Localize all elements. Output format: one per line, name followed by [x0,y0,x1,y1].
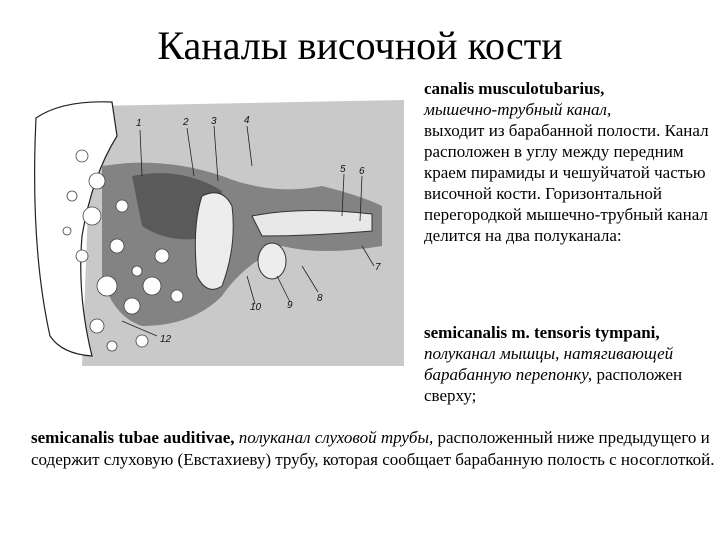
translation-musculotubarius: мышечно-трубный канал, [424,100,612,119]
translation-semicanalis-tubae: полуканал слуховой трубы, [238,428,434,447]
translation-semicanalis-tensoris: полуканал мышцы, натягивающей барабанную перепонку, [424,344,674,384]
page-title: Каналы височной кости [157,23,563,68]
svg-text:4: 4 [244,115,250,126]
paragraph-canalis-musculotubarius [424,78,714,246]
term-canalis-musculotubarius: canalis musculotubarius, [424,79,605,98]
svg-text:7: 7 [375,262,381,273]
svg-text:6: 6 [359,166,365,177]
svg-text:10: 10 [250,302,262,313]
description-semicanalis-tensoris: расположен сверху; [424,365,683,405]
svg-text:9: 9 [287,300,293,311]
svg-text:1: 1 [136,118,142,129]
paragraph-semicanalis-tensoris [424,322,714,406]
paragraph-semicanalis-tubae [31,427,716,470]
svg-text:8: 8 [317,293,323,304]
temporal-bone-diagram [22,96,404,376]
term-semicanalis-tubae: semicanalis tubae auditivae, [31,428,235,447]
description-semicanalis-tubae: расположенный ниже предыдущего и содержит слуховую (Евстахиеву) трубу, которая сообщает барабанную полость с носоглоткой. [31,428,715,469]
svg-text:5: 5 [340,164,346,175]
svg-text:3: 3 [211,116,217,127]
svg-text:2: 2 [183,117,189,128]
description-musculotubarius: выходит из барабанной полости. Канал расположен в углу между передним краем пирамиды и чешуйчатой частью височной кости. Горизонтальной перегородкой мышечно-трубный канал делится на два полуканала: [424,121,709,245]
svg-text:12: 12 [160,334,172,345]
term-semicanalis-tensoris: semicanalis m. tensoris tympani, [424,323,660,342]
